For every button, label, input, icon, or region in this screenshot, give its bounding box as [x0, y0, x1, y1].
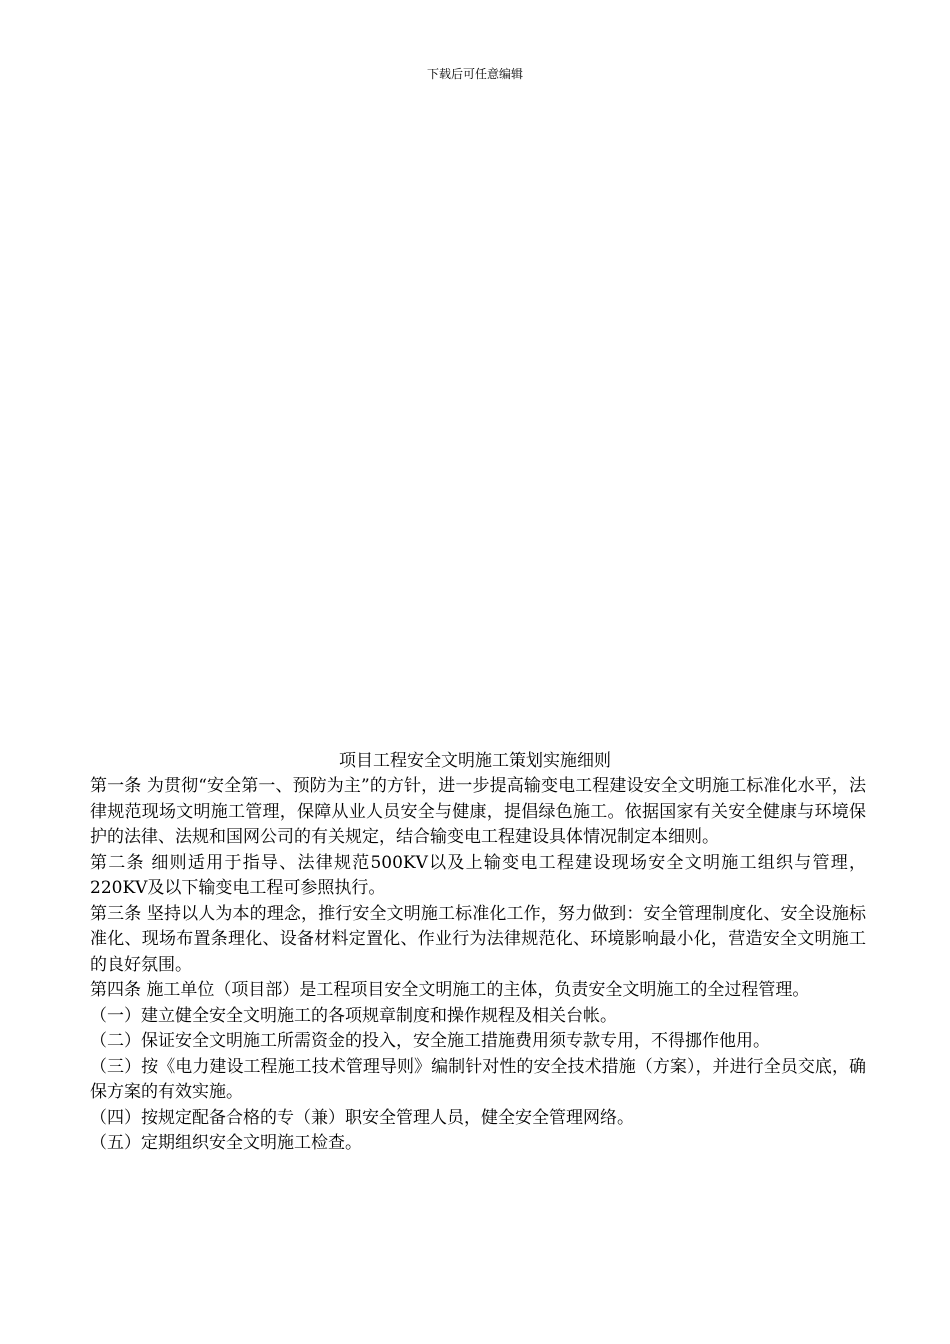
page-header-note: 下载后可任意编辑 — [426, 67, 523, 81]
article-4-item-2: （二）保证安全文明施工所需资金的投入，安全施工措施费用须专款专用，不得挪作他用。 — [90, 1031, 770, 1051]
article-4: 第四条 施工单位（项目部）是工程项目安全文明施工的主体，负责安全文明施工的全过程管理。 — [90, 980, 810, 1000]
document-body — [90, 774, 866, 1157]
article-3: 第三条 坚持以人为本的理念，推行安全文明施工标准化工作，努力做到：安全管理制度化、安全设施标准化、现场布置条理化、设备材料定置化、作业行为法律规范化、环境影响最小化，营造安全文明施工的良好氛围。 — [90, 903, 866, 975]
article-4-item-4: （四）按规定配备合格的专（兼）职安全管理人员，健全安全管理网络。 — [90, 1107, 634, 1128]
article-4-item-3: （三）按《电力建设工程施工技术管理导则》编制针对性的安全技术措施（方案），并进行全员交底，确保方案的有效实施。 — [90, 1056, 866, 1102]
document-title: 项目工程安全文明施工策划实施细则 — [339, 751, 611, 771]
article-4-item-1: （一）建立健全安全文明施工的各项规章制度和操作规程及相关台帐。 — [90, 1005, 617, 1026]
article-2: 第二条 细则适用于指导、法律规范500KV以及上输变电工程建设现场安全文明施工组织与管理，220KV及以下输变电工程可参照执行。 — [90, 852, 866, 898]
article-4-item-5: （五）定期组织安全文明施工检查。 — [90, 1133, 362, 1153]
article-1: 第一条 为贯彻“安全第一、预防为主”的方针，进一步提高输变电工程建设安全文明施工标准化水平，法律规范现场文明施工管理，保障从业人员安全与健康，提倡绿色施工。依据国家有关安全健康与环境保护的法律、法规和国网公司的有关规定，结合输变电工程建设具体情况制定本细则。 — [90, 776, 866, 847]
